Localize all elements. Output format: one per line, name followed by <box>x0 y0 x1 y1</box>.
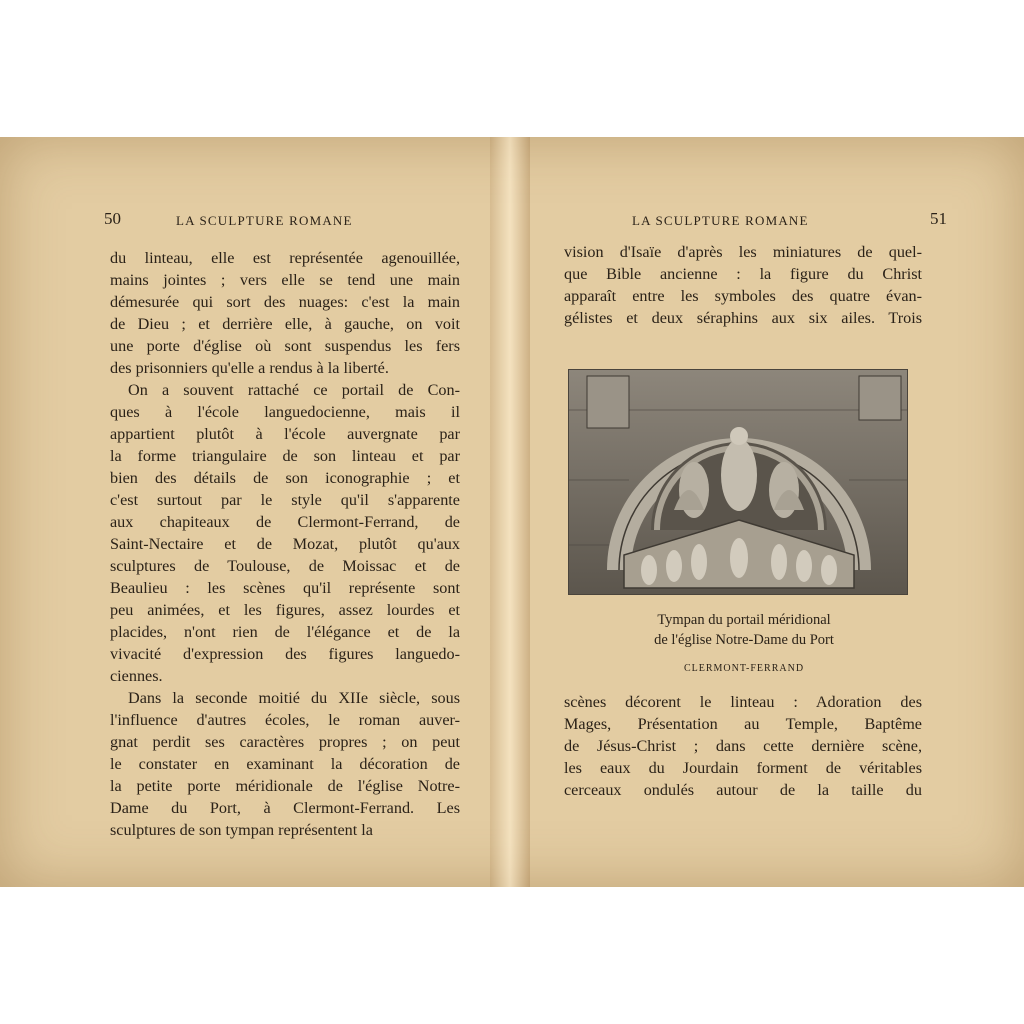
text-line: les eaux du Jourdain forment de véritables <box>564 759 922 777</box>
text-line: On a souvent rattaché ce portail de Con- <box>128 381 460 399</box>
photo-caption-place: CLERMONT-FERRAND <box>683 663 805 674</box>
text-line: le constater en examinant la décoration de <box>110 755 460 773</box>
text-line: sculptures de Toulouse, de Moissac et de <box>110 557 460 575</box>
right-page <box>520 137 1024 887</box>
text-line: de Jésus-Christ ; dans cette dernière scène, <box>564 737 922 755</box>
text-line: mains jointes ; vers elle se tend une main <box>110 271 460 289</box>
text-line: l'influence d'autres écoles, le roman auver- <box>110 711 460 729</box>
text-line: peu animées, et les figures, assez lourdes et <box>110 601 460 619</box>
text-line: Saint-Nectaire et de Mozat, plutôt qu'aux <box>110 535 460 553</box>
text-line: placides, n'ont rien de l'élégance et de la <box>110 623 460 641</box>
text-line: bien des détails de son iconographie ; et <box>110 469 460 487</box>
text-line: sculptures de son tympan représentent la <box>110 821 373 839</box>
text-line: démesurée qui sort des nuages: c'est la main <box>110 293 460 311</box>
text-line: gnat perdit ses caractères propres ; on peut <box>110 733 460 751</box>
text-line: une porte d'église où sont suspendus les fers <box>110 337 460 355</box>
text-line: que Bible ancienne : la figure du Christ <box>564 265 922 283</box>
text-line: la petite porte méridionale de l'église Notre- <box>110 777 460 795</box>
text-line: scènes décorent le linteau : Adoration des <box>564 693 922 711</box>
text-line: apparaît entre les symboles des quatre évan- <box>564 287 922 305</box>
text-line: Mages, Présentation au Temple, Baptême <box>564 715 922 733</box>
text-line: vision d'Isaïe d'après les miniatures de quel- <box>564 243 922 261</box>
text-line: Dans la seconde moitié du XIIe siècle, sous <box>128 689 460 707</box>
text-line: appartient plutôt à l'école auvergnate par <box>110 425 460 443</box>
photo-caption-line2: de l'église Notre-Dame du Port <box>654 632 834 648</box>
text-line: de Dieu ; et derrière elle, à gauche, on voit <box>110 315 460 333</box>
text-line: cerceaux ondulés autour de la taille du <box>564 781 922 799</box>
tympanum-photograph <box>568 369 908 595</box>
right-body-text-bottom <box>564 691 922 801</box>
left-page <box>0 137 505 887</box>
left-running-head: LA SCULPTURE ROMANE <box>176 213 353 228</box>
right-body-text-top <box>564 241 922 329</box>
text-line: ques à l'école languedocienne, mais il <box>110 403 460 421</box>
left-page-number: 50 <box>104 209 121 228</box>
text-line: la forme triangulaire de son linteau et par <box>110 447 460 465</box>
text-line: Dame du Port, à Clermont-Ferrand. Les <box>110 799 460 817</box>
text-line: aux chapiteaux de Clermont-Ferrand, de <box>110 513 460 531</box>
text-line: gélistes et deux séraphins aux six ailes. Trois <box>564 309 922 327</box>
text-line: Beaulieu : les scènes qu'il représente sont <box>110 579 460 597</box>
right-running-head: LA SCULPTURE ROMANE <box>632 213 809 228</box>
right-page-number: 51 <box>930 209 947 228</box>
text-line: vivacité d'expression des figures languedo- <box>110 645 460 663</box>
photo-caption-line1: Tympan du portail méridional <box>657 612 831 628</box>
left-body-text <box>110 247 460 841</box>
text-line: des prisonniers qu'elle a rendus à la liberté. <box>110 359 389 377</box>
text-line: c'est surtout par le style qu'il s'apparente <box>110 491 460 509</box>
text-line: ciennes. <box>110 667 163 685</box>
text-line: du linteau, elle est représentée agenouillée, <box>110 249 460 267</box>
tympanum-illustration <box>569 370 907 594</box>
